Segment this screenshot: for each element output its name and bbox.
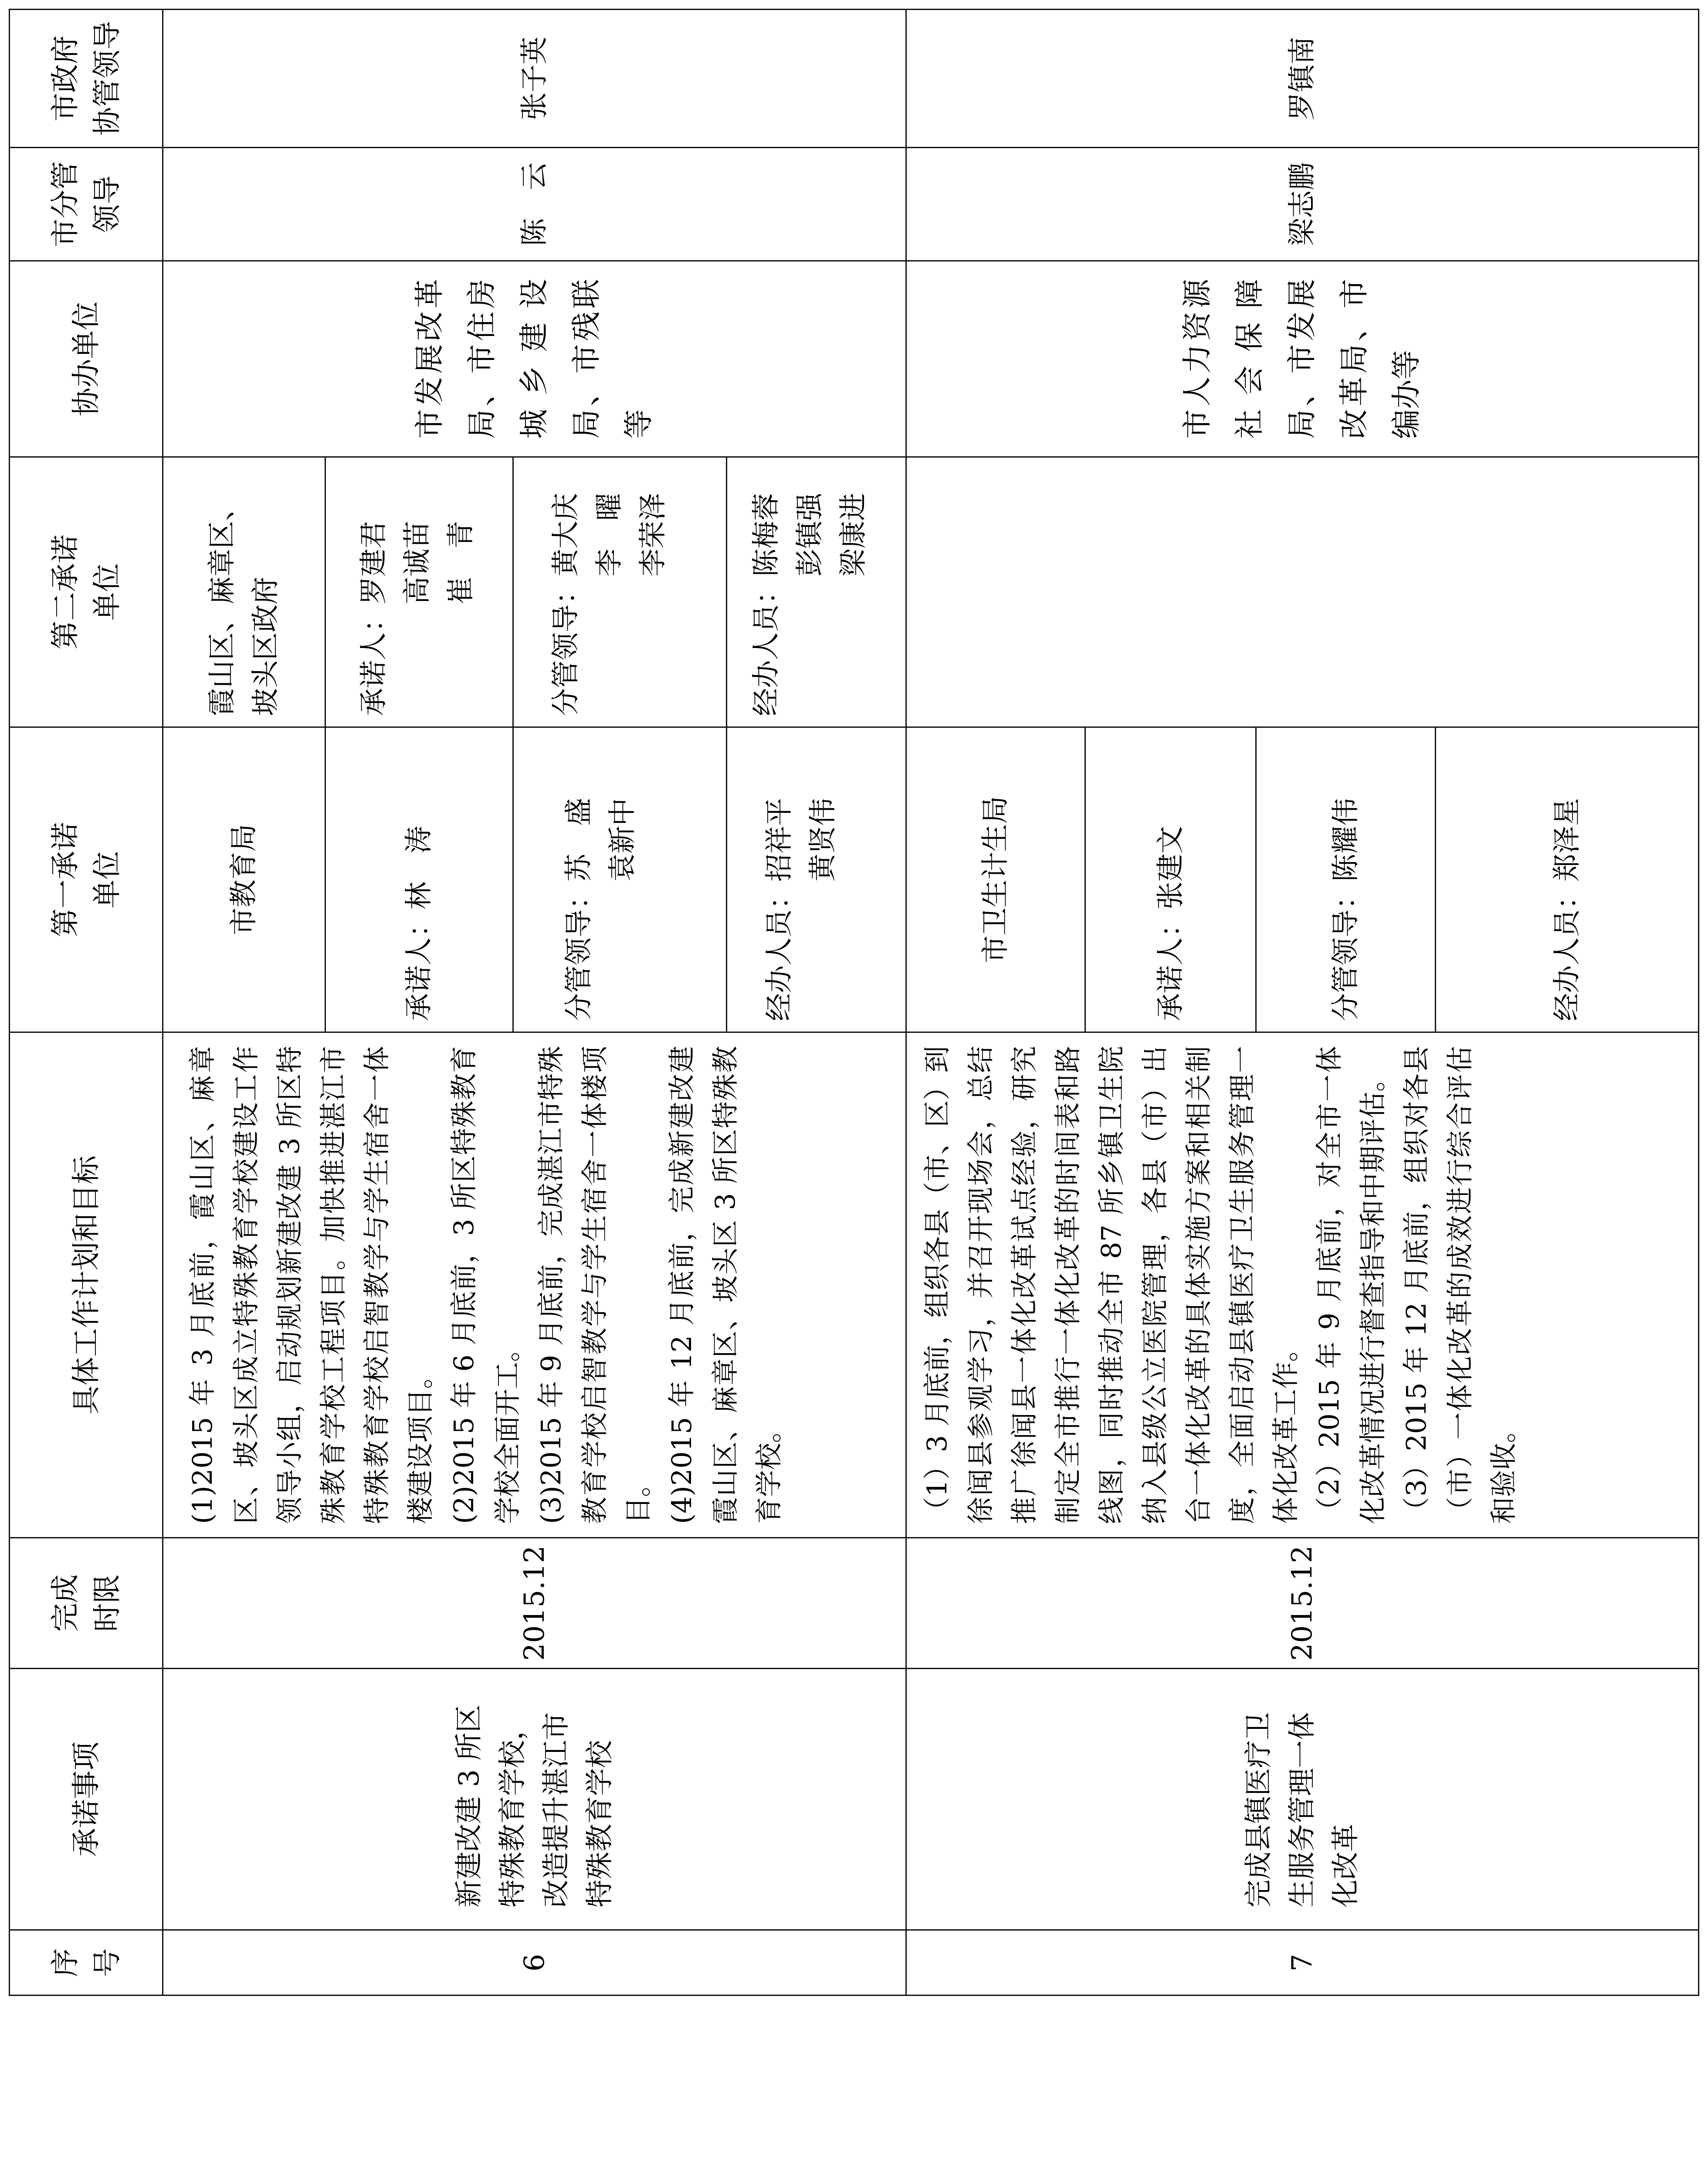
person-name: 陈耀伟 <box>1329 798 1362 882</box>
first-unit-name: 市卫生计生局 <box>905 726 1086 1033</box>
plan-paragraph: （3）2015 年 12 月底前，组织对各县（市）一体化改革的成效进行综合评估和验收。 <box>1400 1046 1519 1524</box>
row-item <box>905 1668 1699 1931</box>
first-unit-name: 市教育局 <box>162 726 326 1033</box>
label: 经办人员： <box>1551 882 1583 1021</box>
second-unit-leader <box>512 456 727 728</box>
header-city-leader <box>9 147 163 261</box>
label: 经办人员： <box>750 577 783 716</box>
row-plan <box>162 1032 907 1538</box>
row-no: 6 <box>162 1929 907 1996</box>
header-line: 市政府 <box>48 35 82 122</box>
label: 承诺人： <box>403 910 435 1021</box>
row-city-leader: 陈 云 <box>162 147 907 261</box>
header-gov-leader <box>9 9 163 148</box>
header-line: 完成 <box>48 1574 82 1632</box>
label: 分管领导： <box>563 882 595 1021</box>
plan-paragraph: (3)2015 年 9 月底前，完成湛江市特殊教育学校启智教学与学生宿舍一体楼项目。 <box>535 1046 654 1524</box>
label: 分管领导： <box>550 577 582 716</box>
person-name: 林 涛 <box>403 826 435 910</box>
person-name: 李 曜 <box>593 493 626 577</box>
first-unit-promiser <box>1084 726 1257 1033</box>
header-line: 时限 <box>90 1574 124 1632</box>
header-line: 单位 <box>90 851 124 909</box>
item-text: 新建改建 3 所区特殊教育学校，改造提升湛江市特殊教育学校 <box>453 1704 616 1907</box>
label: 承诺人： <box>1154 910 1187 1021</box>
person-name: 李荣泽 <box>637 493 669 577</box>
header-plan <box>9 1032 163 1538</box>
header-line: 具体工作计划和目标 <box>69 1155 103 1415</box>
person-name: 郑泽星 <box>1551 798 1583 882</box>
row-item <box>162 1668 907 1931</box>
label: 分管领导： <box>1329 882 1362 1021</box>
row-gov-leader: 张子英 <box>162 9 907 148</box>
person-name: 罗建君 <box>358 521 390 604</box>
header-deadline <box>9 1537 163 1669</box>
person-name: 苏 盛 <box>563 798 595 882</box>
person-name: 黄大庆 <box>550 493 582 577</box>
header-line: 协办单位 <box>69 301 103 417</box>
header-line: 领导 <box>90 175 124 233</box>
first-unit-staff <box>726 726 907 1033</box>
row-plan <box>905 1032 1699 1538</box>
row-deadline: 2015.12 <box>905 1537 1699 1669</box>
header-line: 号 <box>90 1948 124 1977</box>
plan-paragraph: (4)2015 年 12 月底前，完成新建改建霞山区、麻章区、坡头区 3 所区特殊教育学校。 <box>666 1046 785 1524</box>
row-city-leader: 梁志鹏 <box>905 147 1699 261</box>
header-line: 序 <box>48 1948 82 1977</box>
plan-paragraph: (2)2015 年 6 月底前，3 所区特殊教育学校全面开工。 <box>448 1046 523 1524</box>
second-unit-empty <box>905 456 1699 728</box>
header-line: 协管领导 <box>90 21 124 136</box>
header-line: 市分管 <box>48 161 82 248</box>
person-name: 袁新中 <box>607 798 639 882</box>
label: 承诺人： <box>358 604 390 716</box>
person-name: 张建文 <box>1154 826 1187 910</box>
first-unit-promiser <box>325 726 514 1033</box>
header-no <box>9 1929 163 1996</box>
header-first-unit <box>9 726 163 1033</box>
row-gov-leader: 罗镇南 <box>905 9 1699 148</box>
person-name: 黄贤伟 <box>807 798 839 882</box>
header-item <box>9 1668 163 1931</box>
person-name: 崔 青 <box>445 521 477 604</box>
first-unit-staff <box>1435 726 1699 1033</box>
assist-text: 市发展改革局、市住房城乡建设局、市残联等 <box>412 279 656 439</box>
unit-text: 霞山区、麻章区、坡头区政府 <box>206 493 282 716</box>
second-unit-name <box>162 456 326 728</box>
header-assist <box>9 260 163 458</box>
plan-paragraph: （1）3 月底前，组织各县（市、区）到徐闻县参观学习，并召开现场会，总结推广徐闻县一体化改革试点经验，研究制定全市推行一体化改革的时间表和路线图，同时推动全市 87 所乡镇卫生院纳入县级公立医院管理，各县（市）出台一体化改革的具体实施方案和相关制度，全面启动县镇医疗卫生服务管理一体化改革工作。 <box>921 1046 1301 1524</box>
person-name: 高诚苗 <box>401 521 434 604</box>
header-line: 第二承诺 <box>48 534 82 650</box>
person-name: 招祥平 <box>763 798 796 882</box>
item-text: 完成县镇医疗卫生服务管理一体化改革 <box>1243 1712 1362 1907</box>
header-second-unit <box>9 456 163 728</box>
first-unit-leader <box>1255 726 1436 1033</box>
header-line: 第一承诺 <box>48 822 82 937</box>
person-name: 彭镇强 <box>794 493 826 577</box>
header-line: 单位 <box>90 563 124 621</box>
person-name: 陈梅蓉 <box>750 493 783 577</box>
assist-text: 市人力资源社会保障局、市发展改革局、市编办等 <box>1180 279 1424 439</box>
first-unit-leader <box>512 726 727 1033</box>
second-unit-promiser <box>325 456 514 728</box>
row-deadline: 2015.12 <box>162 1537 907 1669</box>
label: 经办人员： <box>763 882 796 1021</box>
plan-paragraph: （2）2015 年 9 月底前，对全市一体化改革情况进行督查指导和中期评估。 <box>1313 1046 1389 1524</box>
row-no: 7 <box>905 1929 1699 1996</box>
plan-paragraph: (1)2015 年 3 月底前，霞山区、麻章区、坡头区成立特殊教育学校建设工作领导小组，启动规划新建改建 3 所区特殊教育学校工程项目。加快推进湛江市特殊教育学校启智教学与学生宿舍一体楼建设项目。 <box>186 1046 436 1524</box>
header-line: 承诺事项 <box>69 1741 103 1857</box>
row-assist <box>905 260 1699 458</box>
person-name: 梁康进 <box>837 493 870 577</box>
row-assist <box>162 260 907 458</box>
second-unit-staff <box>726 456 907 728</box>
